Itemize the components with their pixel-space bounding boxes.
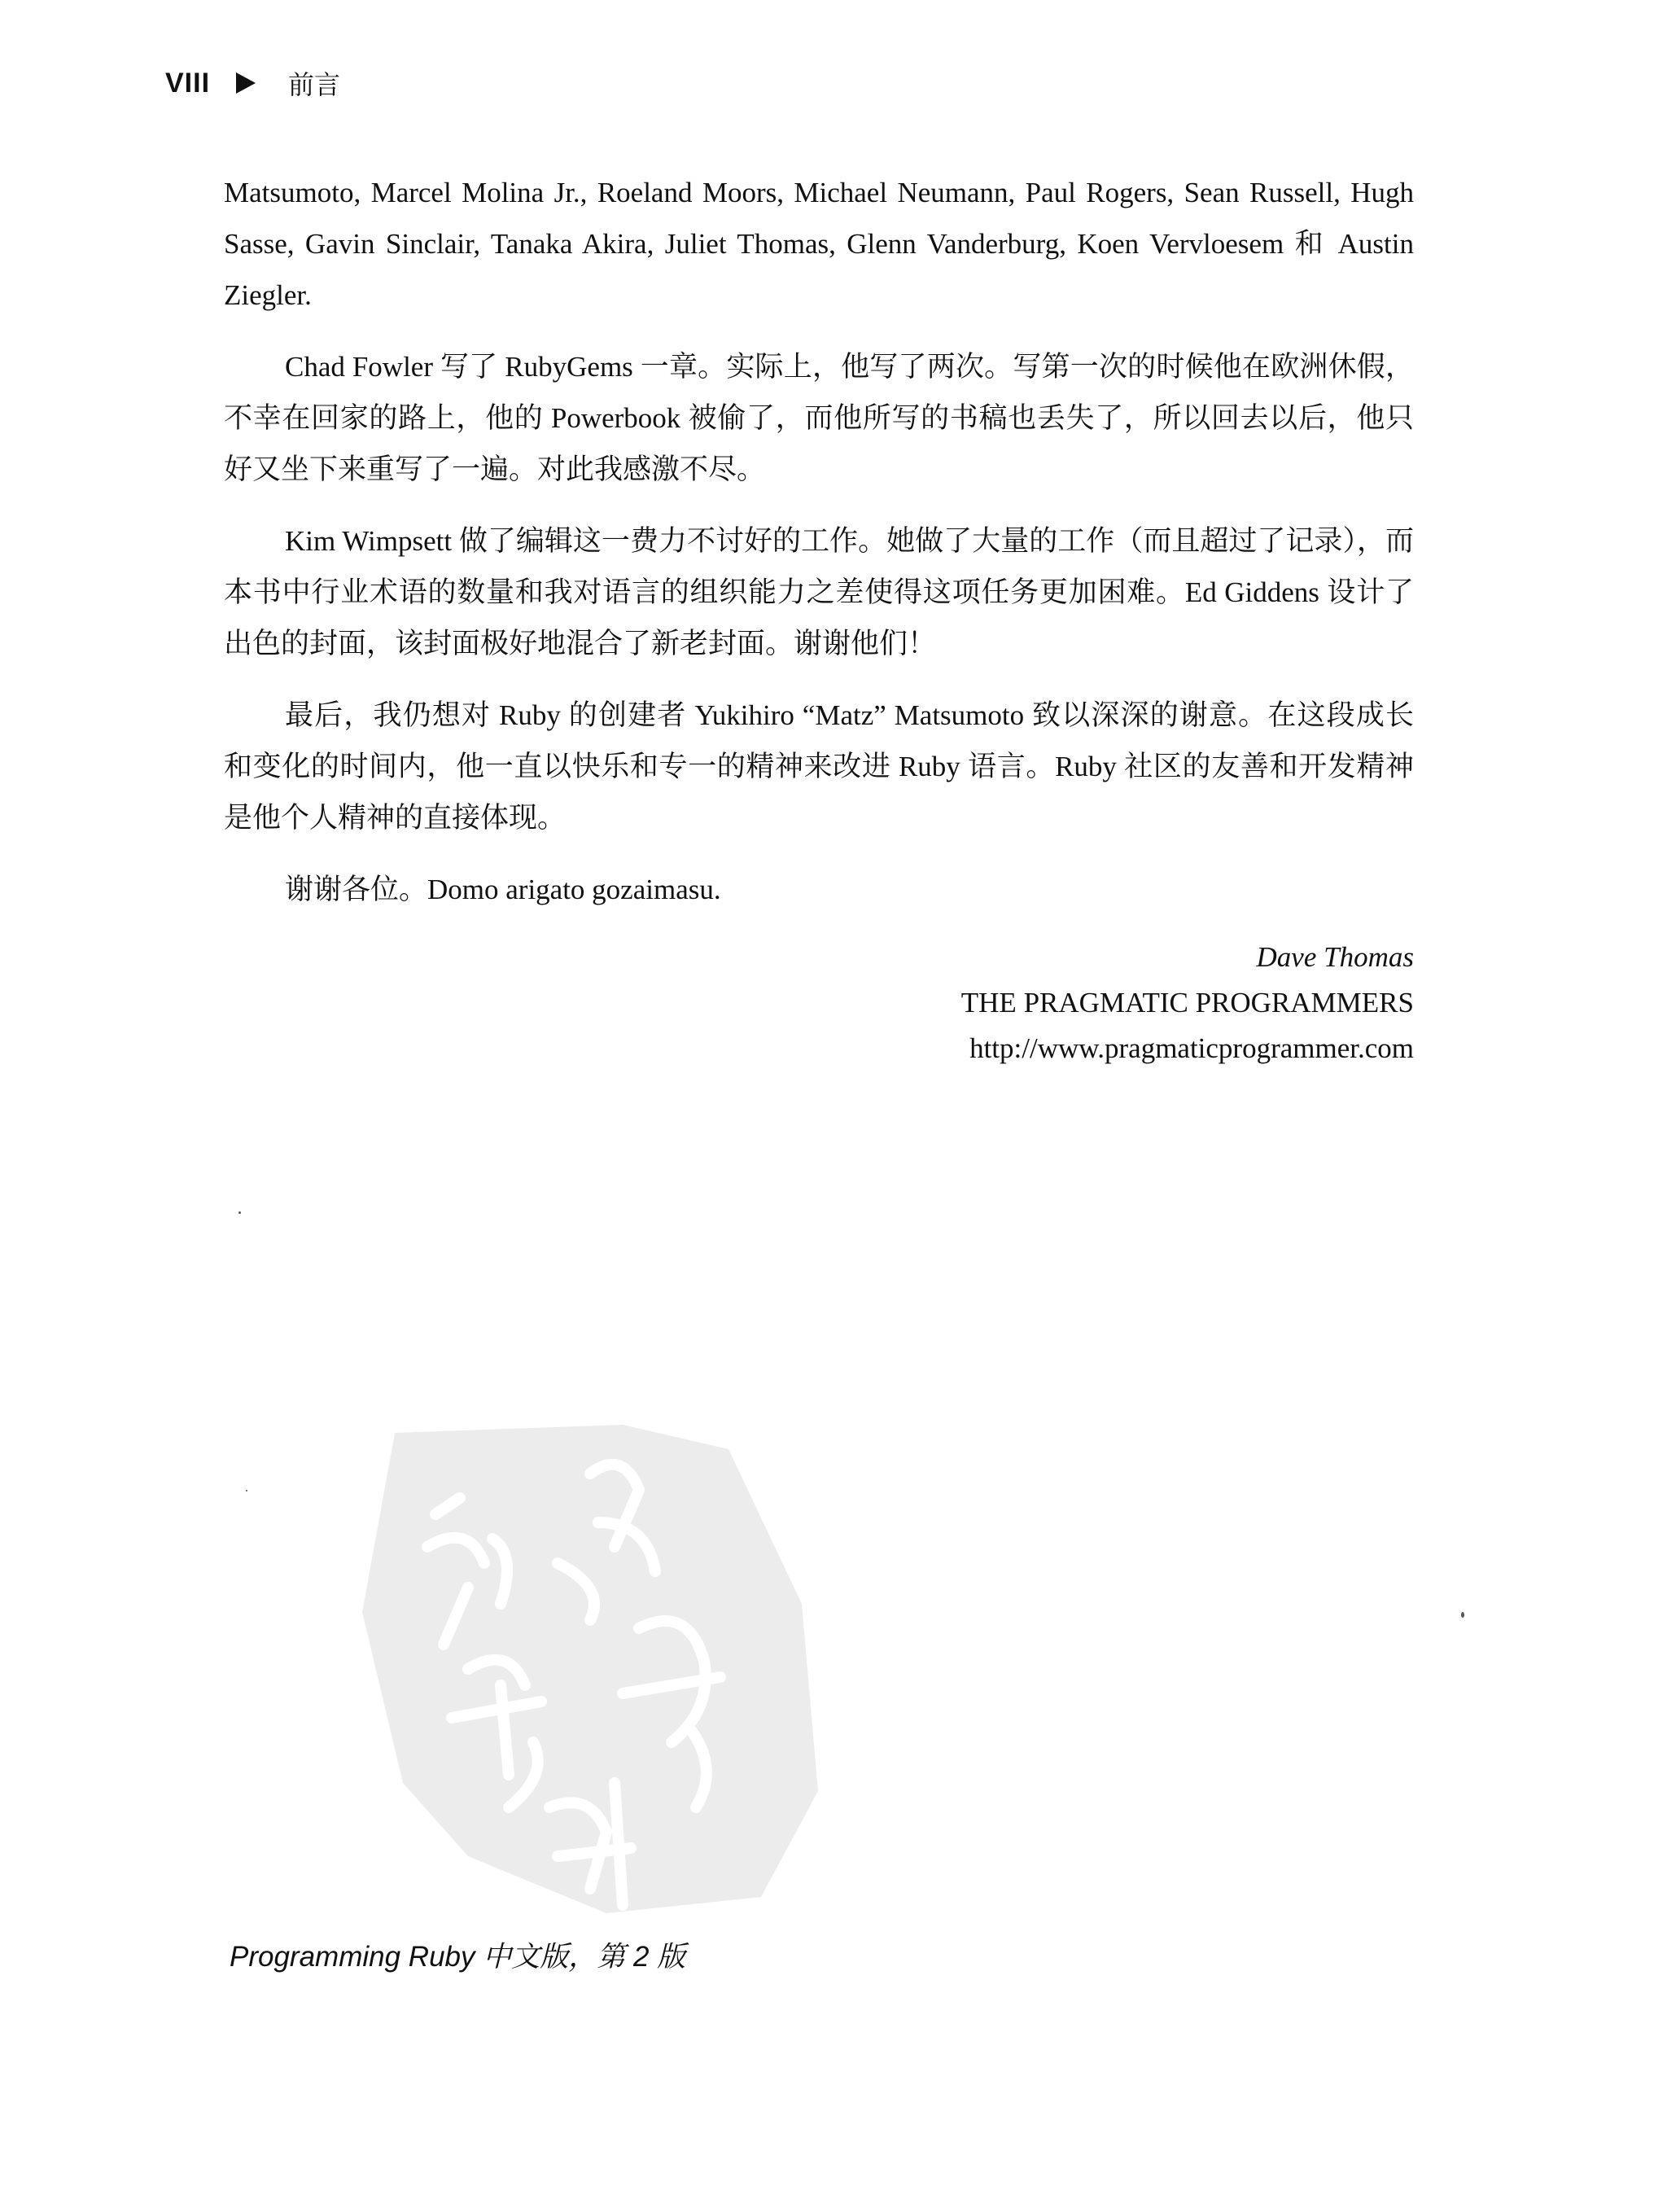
paragraph-kim-wimpsett: Kim Wimpsett 做了编辑这一费力不讨好的工作。她做了大量的工作（而且超过了记录），而本书中行业术语的数量和我对语言的组织能力之差使得这项任务更加困难。Ed Giddens 设计了出色的封面，该封面极好地混合了新老封面。谢谢他们！	[224, 525, 1414, 659]
scan-speck	[238, 1211, 241, 1214]
paragraph-matz: 最后，我仍想对 Ruby 的创建者 Yukihiro “Matz” Matsumoto 致以深深的谢意。在这段成长和变化的时间内，他一直以快乐和专一的精神来改进 Ruby 语言。Ruby 社区的友善和开发精神是他个人精神的直接体现。	[224, 699, 1414, 834]
signature-url: http://www.pragmaticprogrammer.com	[969, 1032, 1414, 1064]
signature-author: Dave Thomas	[1256, 941, 1414, 973]
paragraph-chad-fowler: Chad Fowler 写了 RubyGems 一章。实际上，他写了两次。写第一次的时候他在欧洲休假，不幸在回家的路上，他的 Powerbook 被偷了，而他所写的书稿也丢失了，所以回去以后，他只好又坐下来重写了一遍。对此我感激不尽。	[224, 351, 1414, 485]
signature-block	[961, 935, 1414, 1071]
paragraph-thanks: 谢谢各位。Domo arigato gozaimasu.	[285, 874, 721, 905]
page-number: VIII	[165, 67, 211, 99]
body-text	[224, 167, 1414, 935]
play-arrow-icon	[236, 72, 256, 94]
section-title: 前言	[288, 69, 341, 100]
page-header	[165, 64, 340, 103]
paragraph-acknowledged-names: Matsumoto, Marcel Molina Jr., Roeland Moors, Michael Neumann, Paul Rogers, Sean Russell, Hugh Sasse, Gavin Sinclair, Tanaka Akira, Juliet Thomas, Glenn Vanderburg, Koen Vervloesem 和 Austin Ziegler.	[224, 177, 1414, 311]
scan-speck	[246, 1490, 247, 1491]
scan-speck	[1461, 1612, 1464, 1618]
watermark-seal	[346, 1400, 834, 1921]
page-footer: Programming Ruby 中文版，第 2 版	[230, 1941, 686, 1973]
signature-organization: THE PRAGMATIC PROGRAMMERS	[960, 987, 1414, 1018]
